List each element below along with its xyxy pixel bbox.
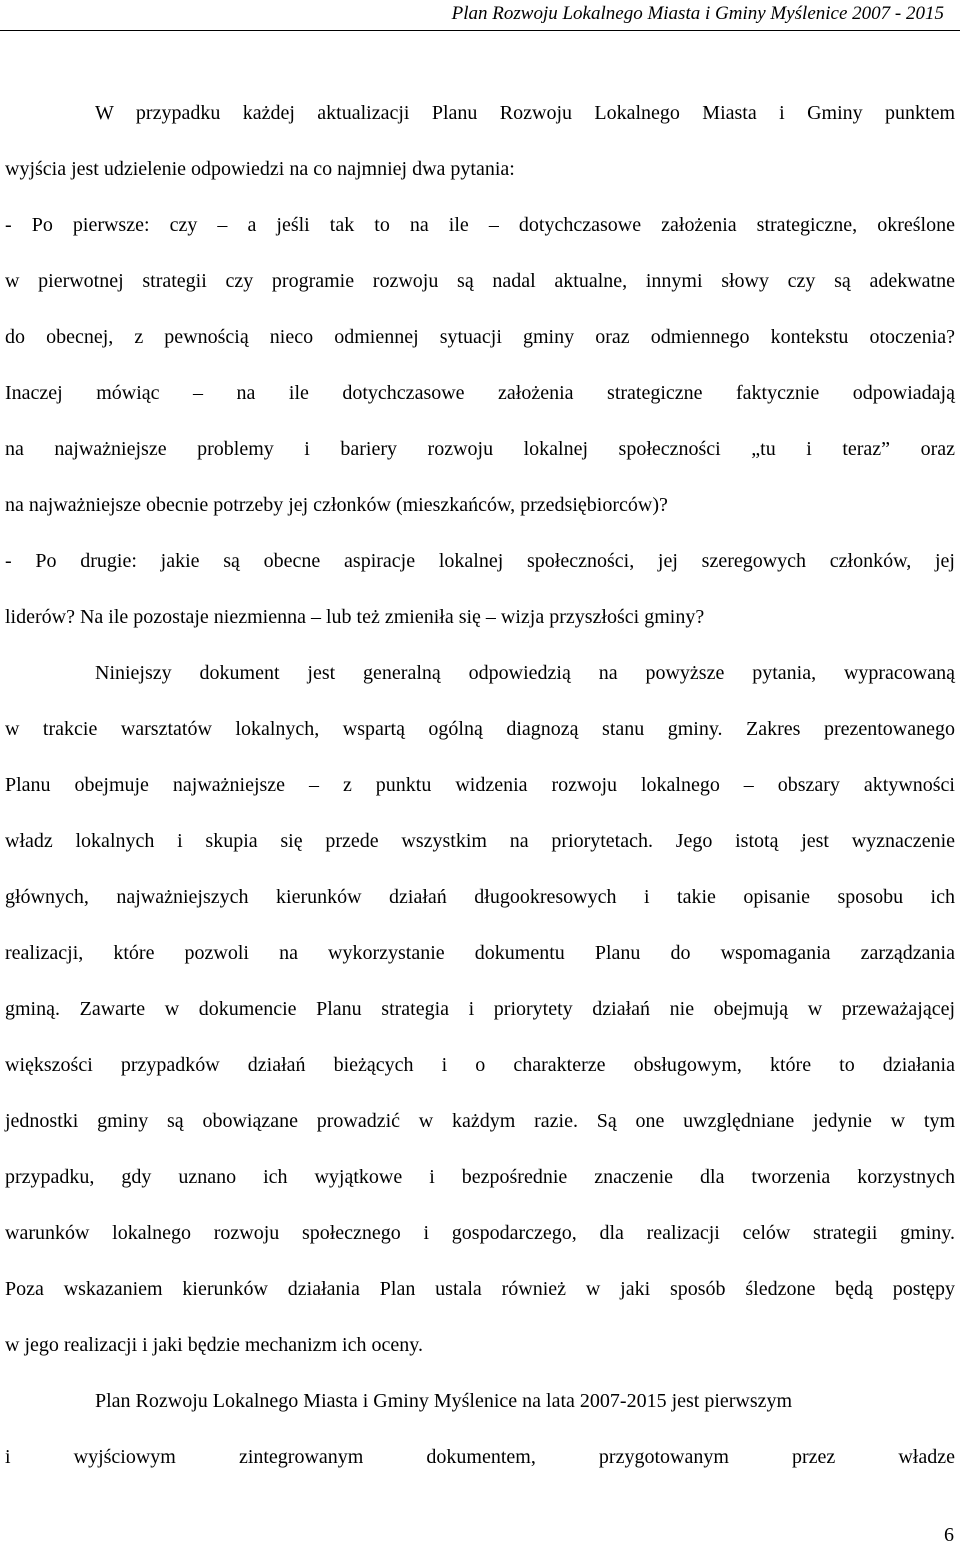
text-line: na najważniejsze obecnie potrzeby jej członków (mieszkańców, przedsiębiorców)? — [5, 494, 668, 516]
text-line: i wyjściowym zintegrowanym dokumentem, przygotowanym przez władze — [5, 1446, 955, 1468]
text-line: Poza wskazaniem kierunków działania Plan ustala również w jaki sposób śledzone będą postępy — [5, 1278, 955, 1300]
text-line: do obecnej, z pewnością nieco odmiennej sytuacji gminy oraz odmiennego kontekstu otoczenia? — [5, 326, 955, 348]
text-line: w pierwotnej strategii czy programie rozwoju są nadal aktualne, innymi słowy czy są adekwatne — [5, 270, 955, 292]
text-line: w jego realizacji i jaki będzie mechanizm ich oceny. — [5, 1334, 423, 1356]
text-line: przypadku, gdy uznano ich wyjątkowe i bezpośrednie znaczenie dla tworzenia korzystnych — [5, 1166, 955, 1188]
text-line: wyjścia jest udzielenie odpowiedzi na co najmniej dwa pytania: — [5, 158, 515, 180]
text-line: władz lokalnych i skupia się przede wszystkim na priorytetach. Jego istotą jest wyznaczenie — [5, 830, 955, 852]
page-number: 6 — [944, 1524, 954, 1546]
text-line: Planu obejmuje najważniejsze – z punktu widzenia rozwoju lokalnego – obszary aktywności — [5, 774, 955, 796]
text-line: Niniejszy dokument jest generalną odpowiedzią na powyższe pytania, wypracowaną — [95, 662, 955, 684]
text-line: w trakcie warsztatów lokalnych, wspartą ogólną diagnozą stanu gminy. Zakres prezentowanego — [5, 718, 955, 740]
text-line: gminą. Zawarte w dokumencie Planu strategia i priorytety działań nie obejmują w przeważającej — [5, 998, 955, 1020]
text-line: liderów? Na ile pozostaje niezmienna – lub też zmieniła się – wizja przyszłości gminy? — [5, 606, 705, 628]
text-line: głównych, najważniejszych kierunków działań długookresowych i takie opisanie sposobu ich — [5, 886, 955, 908]
text-line: Inaczej mówiąc – na ile dotychczasowe założenia strategiczne faktycznie odpowiadają — [5, 382, 955, 404]
text-line: na najważniejsze problemy i bariery rozwoju lokalnej społeczności „tu i teraz” oraz — [5, 438, 955, 460]
document-body — [5, 85, 955, 1485]
text-line: - Po pierwsze: czy – a jeśli tak to na ile – dotychczasowe założenia strategiczne, określone — [5, 214, 955, 236]
header-divider — [0, 30, 960, 31]
text-line: większości przypadków działań bieżących i o charakterze obsługowym, które to działania — [5, 1054, 955, 1076]
text-line: warunków lokalnego rozwoju społecznego i gospodarczego, dla realizacji celów strategii gminy. — [5, 1222, 955, 1244]
running-header-title: Plan Rozwoju Lokalnego Miasta i Gminy Myślenice 2007 - 2015 — [451, 3, 944, 24]
text-line: - Po drugie: jakie są obecne aspiracje lokalnej społeczności, jej szeregowych członków, jej — [5, 550, 955, 572]
text-line: realizacji, które pozwoli na wykorzystanie dokumentu Planu do wspomagania zarządzania — [5, 942, 955, 964]
text-line: Plan Rozwoju Lokalnego Miasta i Gminy Myślenice na lata 2007-2015 jest pierwszym — [95, 1390, 793, 1412]
text-line: jednostki gminy są obowiązane prowadzić w każdym razie. Są one uwzględniane jedynie w tym — [5, 1110, 955, 1132]
text-line: W przypadku każdej aktualizacji Planu Rozwoju Lokalnego Miasta i Gminy punktem — [95, 102, 955, 124]
